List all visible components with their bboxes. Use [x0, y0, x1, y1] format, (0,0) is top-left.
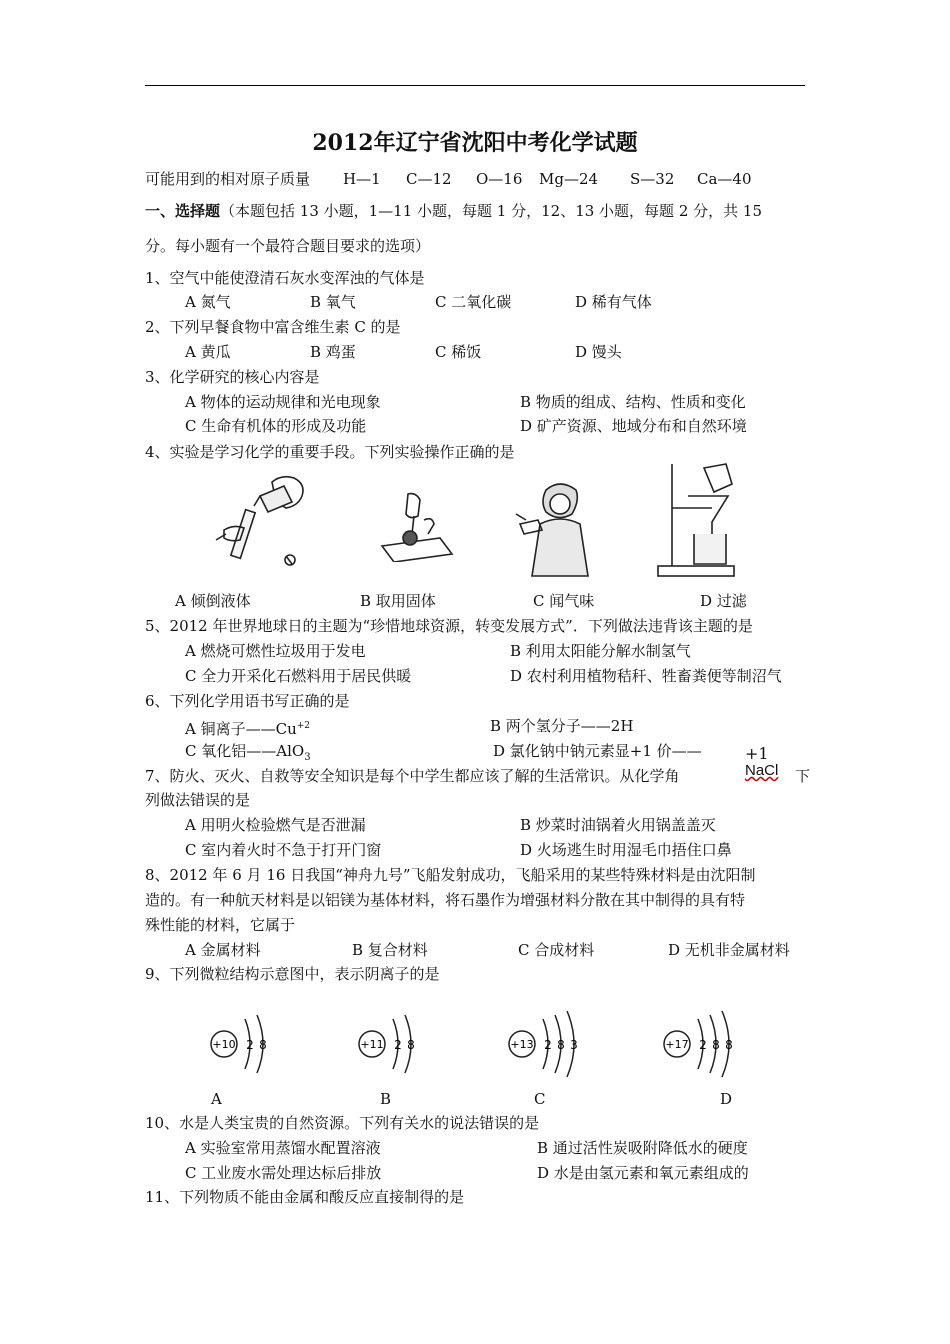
q7-option-d: D 火场逃生时用湿毛巾捂住口鼻	[520, 841, 732, 859]
q2-option-c: C 稀饭	[435, 343, 482, 361]
q8-option-b: B 复合材料	[352, 941, 428, 959]
atom-diagram-d	[658, 1005, 750, 1083]
atomic-mass-h: H—1	[343, 170, 381, 188]
svg-text:8: 8	[557, 1038, 565, 1052]
nacl-formula: NaCl	[745, 762, 779, 779]
atom-diagram-c	[503, 1005, 595, 1083]
svg-text:8: 8	[725, 1038, 733, 1052]
q8-stem-line-1: 8、2012 年 6 月 16 日我国“神舟九号”飞船发射成功，飞船采用的某些特殊材料是由沈阳制	[145, 866, 756, 884]
q7-option-b: B 炒菜时油锅着火用锅盖盖灭	[520, 816, 716, 834]
q10-option-d: D 水是由氢元素和氧元素组成的	[537, 1164, 749, 1182]
atom-diagram-b	[353, 1005, 433, 1083]
q1-stem: 1、空气中能使澄清石灰水变浑浊的气体是	[145, 269, 425, 287]
atomic-mass-ca: Ca—40	[697, 170, 752, 188]
q5-option-c: C 全力开采化石燃料用于居民供暖	[185, 667, 412, 685]
svg-text:2: 2	[246, 1038, 254, 1052]
q7-stem-line-2: 列做法错误的是	[145, 791, 251, 809]
q5-stem: 5、2012 年世界地球日的主题为“珍惜地球资源，转变发展方式”．下列做法违背该主题的是	[145, 617, 753, 635]
svg-text:+17: +17	[665, 1038, 689, 1051]
q3-stem: 3、化学研究的核心内容是	[145, 368, 320, 386]
q8-option-d: D 无机非金属材料	[668, 941, 790, 959]
header-rule	[145, 85, 805, 86]
q8-option-a: A 金属材料	[185, 941, 261, 959]
q7-stem-line-1-end: 下	[795, 767, 811, 785]
q4-option-b: B 取用固体	[360, 592, 436, 610]
q7-option-c: C 室内着火时不急于打开门窗	[185, 841, 382, 859]
q2-stem: 2、下列早餐食物中富含维生素 C 的是	[145, 318, 401, 336]
q10-option-b: B 通过活性炭吸附降低水的硬度	[537, 1139, 748, 1157]
q6-option-c: C 氧化铝——AlO$_3$	[185, 742, 311, 763]
q10-option-a: A 实验室常用蒸馏水配置溶液	[185, 1139, 381, 1157]
section-note-2: 分。每小题有一个最符合题目要求的选项）	[145, 237, 431, 255]
atomic-mass-s: S—32	[630, 170, 675, 188]
svg-text:2: 2	[394, 1038, 402, 1052]
filtration-illustration	[650, 462, 742, 580]
atomic-mass-label: 可能用到的相对原子质量	[145, 170, 311, 188]
q6-option-a: A 铜离子$——Cu^{+2}$	[185, 720, 311, 738]
q7-option-a: A 用明火检验燃气是否泄漏	[185, 816, 366, 834]
q1-option-c: C 二氧化碳	[435, 293, 512, 311]
q1-option-a: A 氮气	[185, 293, 231, 311]
svg-text:2: 2	[544, 1038, 552, 1052]
svg-text:8: 8	[259, 1038, 267, 1052]
pouring-liquid-illustration	[212, 470, 324, 578]
svg-text:+11: +11	[360, 1038, 384, 1051]
section-heading: 一、选择题	[145, 202, 221, 220]
q5-option-a: A 燃烧可燃性垃圾用于发电	[185, 642, 366, 660]
q1-option-d: D 稀有气体	[575, 293, 652, 311]
q11-stem: 11、下列物质不能由金属和酸反应直接制得的是	[145, 1188, 465, 1206]
q1-option-b: B 氧气	[310, 293, 356, 311]
smelling-gas-illustration	[512, 480, 604, 580]
svg-text:+13: +13	[510, 1038, 534, 1051]
q9-label-a: A	[211, 1090, 222, 1108]
q2-option-b: B 鸡蛋	[310, 343, 356, 361]
atomic-mass-o: O—16	[476, 170, 523, 188]
atomic-mass-mg: Mg—24	[539, 170, 599, 188]
valence-label: +1	[745, 744, 769, 763]
q8-stem-line-2: 造的。有一种航天材料是以铝镁为基体材料，将石墨作为增强材料分散在其中制得的具有特	[145, 891, 746, 909]
q9-label-c: C	[534, 1090, 546, 1108]
q9-label-d: D	[720, 1090, 733, 1108]
svg-text:2: 2	[699, 1038, 707, 1052]
q4-stem: 4、实验是学习化学的重要手段。下列实验操作正确的是	[145, 443, 515, 461]
q4-option-d: D 过滤	[700, 592, 747, 610]
q9-stem: 9、下列微粒结构示意图中，表示阴离子的是	[145, 965, 440, 983]
q4-option-c: C 闻气味	[533, 592, 595, 610]
q10-option-c: C 工业废水需处理达标后排放	[185, 1164, 382, 1182]
q6-stem: 6、下列化学用语书写正确的是	[145, 692, 350, 710]
q9-label-b: B	[380, 1090, 392, 1108]
q3-option-a: A 物体的运动规律和光电现象	[185, 393, 381, 411]
q2-option-d: D 馒头	[575, 343, 622, 361]
svg-text:8: 8	[407, 1038, 415, 1052]
q3-option-b: B 物质的组成、结构、性质和变化	[520, 393, 746, 411]
taking-solid-illustration	[378, 490, 456, 562]
q7-stem-line-1: 7、防火、灭火、自救等安全知识是每个中学生都应该了解的生活常识。从化学角	[145, 767, 680, 785]
atomic-mass-c: C—12	[406, 170, 452, 188]
q3-option-d: D 矿产资源、地域分布和自然环境	[520, 417, 747, 435]
atom-diagram-a	[205, 1005, 285, 1083]
svg-text:3: 3	[570, 1038, 578, 1052]
q6-option-b: B 两个氢分子——2H	[490, 717, 634, 735]
q3-option-c: C 生命有机体的形成及功能	[185, 417, 367, 435]
q10-stem: 10、水是人类宝贵的自然资源。下列有关水的说法错误的是	[145, 1114, 540, 1132]
svg-text:8: 8	[712, 1038, 720, 1052]
q5-option-d: D 农村利用植物秸秆、牲畜粪便等制沼气	[510, 667, 782, 685]
q6-option-d: D 氯化钠中钠元素显+1 价——	[493, 742, 702, 760]
q2-option-a: A 黄瓜	[185, 343, 231, 361]
svg-text:+10: +10	[212, 1038, 236, 1051]
q5-option-b: B 利用太阳能分解水制氢气	[510, 642, 691, 660]
section-note-1: （本题包括 13 小题，1—11 小题，每题 1 分，12、13 小题，每题 2 分，共 15	[220, 202, 762, 220]
q8-stem-line-3: 殊性能的材料，它属于	[145, 916, 296, 934]
q4-option-a: A 倾倒液体	[175, 592, 251, 610]
q8-option-c: C 合成材料	[518, 941, 595, 959]
page-title: 2012年辽宁省沈阳中考化学试题	[312, 130, 638, 156]
